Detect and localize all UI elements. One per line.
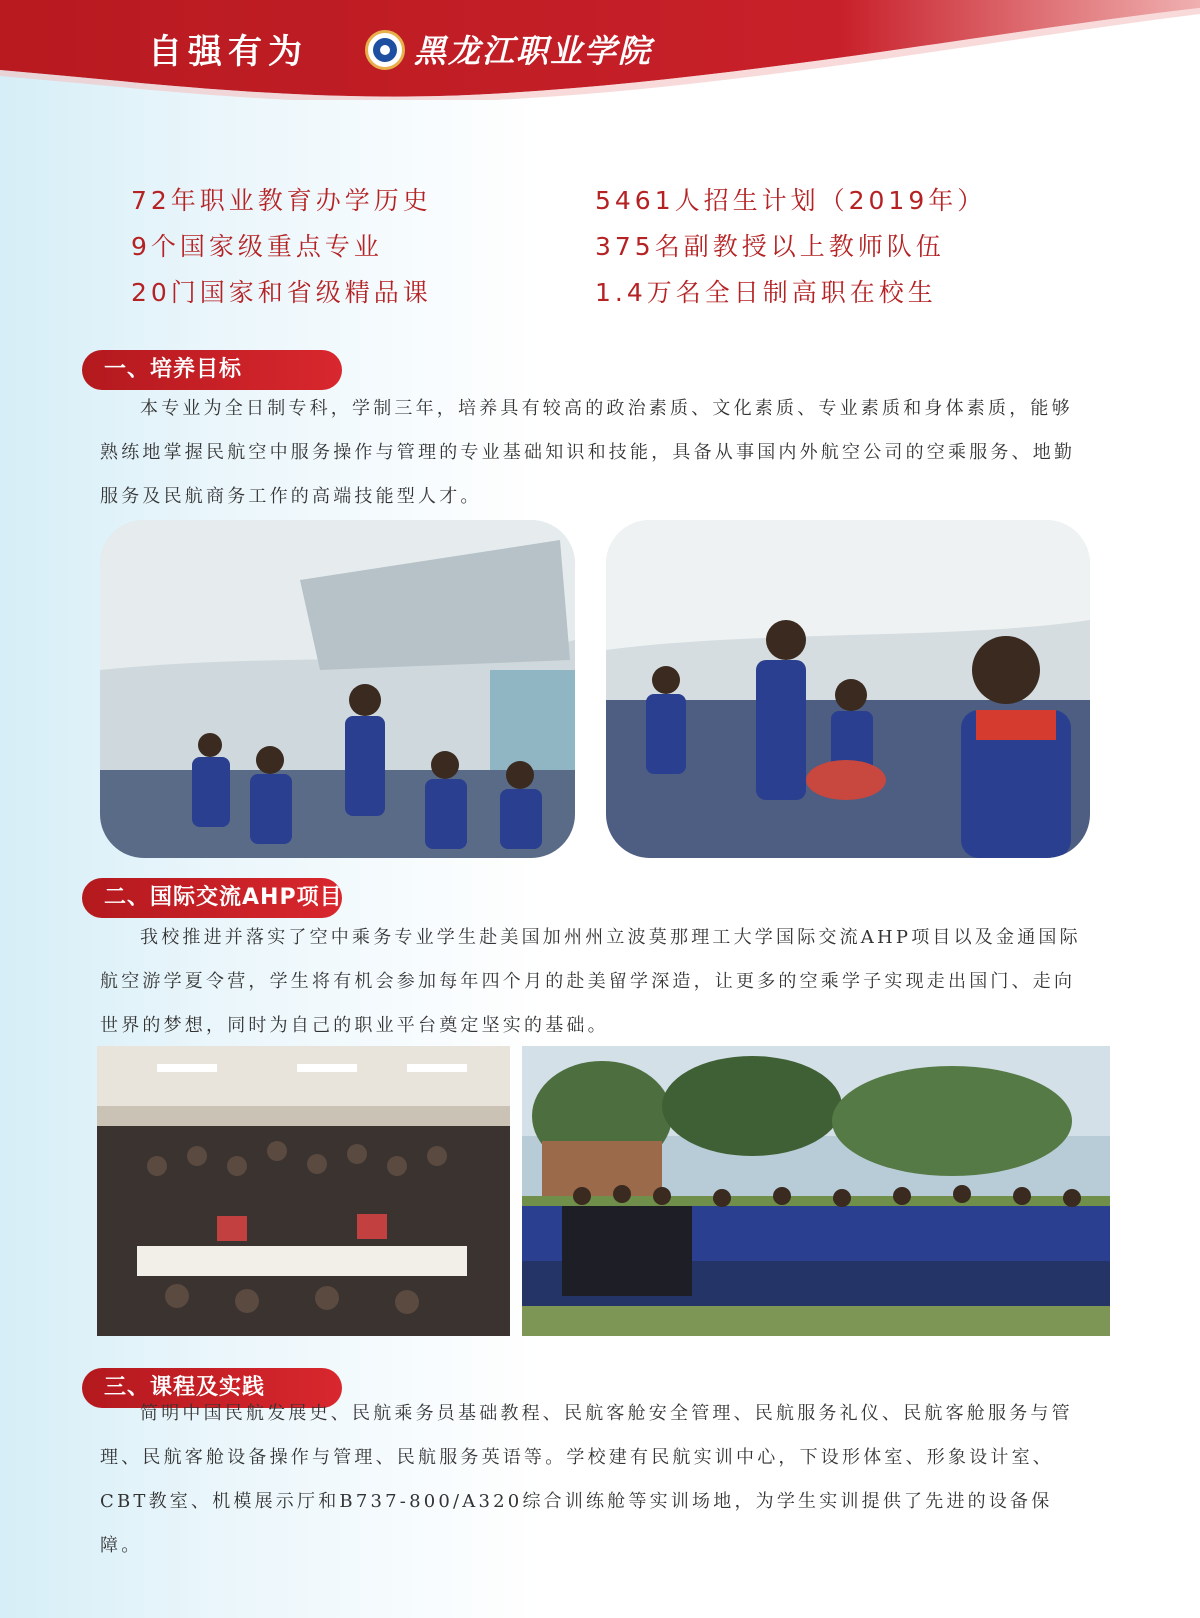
section-title: 三、课程及实践	[104, 1375, 266, 1400]
stat-item: 1.4万名全日制高职在校生	[595, 278, 937, 307]
header-banner	[0, 0, 1200, 100]
stat-item: 20门国家和省级精品课	[131, 278, 432, 307]
photo-group-outdoor	[522, 1046, 1110, 1336]
paragraph: 本专业为全日制专科，学制三年，培养具有较高的政治素质、文化素质、专业素质和身体素质，能够熟练地掌握民航空中服务操作与管理的专业基础知识和技能，具备从事国内外航空公司的空乘服务、地勤服务及民航商务工作的高端技能型人才。	[100, 398, 1076, 507]
section-text-ahp-exchange	[100, 916, 1090, 1048]
stat-item: 5461人招生计划（2019年）	[595, 186, 987, 215]
stats-left	[131, 178, 432, 316]
photo-cabin-overhead-bin	[100, 520, 575, 858]
section-text-curriculum	[100, 1392, 1090, 1568]
section-text-training-goals	[100, 387, 1090, 519]
stat-item: 9个国家级重点专业	[131, 232, 383, 261]
section-title: 二、国际交流AHP项目	[104, 885, 343, 910]
school-logo-icon	[365, 30, 405, 70]
section-heading-ahp-exchange	[82, 878, 342, 918]
school-name: 黑龙江职业学院	[414, 32, 653, 70]
slogan: 自强有为	[148, 32, 308, 72]
stat-item: 72年职业教育办学历史	[131, 186, 432, 215]
photo-cabin-service	[606, 520, 1090, 858]
stat-item: 375名副教授以上教师队伍	[595, 232, 945, 261]
stats-right	[595, 178, 986, 316]
section-heading-training-goals	[82, 350, 342, 390]
paragraph: 我校推进并落实了空中乘务专业学生赴美国加州州立波莫那理工大学国际交流AHP项目以及金通国际航空游学夏令营，学生将有机会参加每年四个月的赴美留学深造，让更多的空乘学子实现走出国门、走向世界的梦想，同时为自己的职业平台奠定坚实的基础。	[100, 927, 1081, 1036]
section-title: 一、培养目标	[104, 357, 243, 382]
photo-group-indoor	[97, 1046, 510, 1336]
paragraph: 简明中国民航发展史、民航乘务员基础教程、民航客舱安全管理、民航服务礼仪、民航客舱服务与管理、民航客舱设备操作与管理、民航服务英语等。学校建有民航实训中心，下设形体室、形象设计室、CBT教室、机模展示厅和B737-800/A320综合训练舱等实训场地，为学生实训提供了先进的设备保障。	[100, 1403, 1073, 1556]
